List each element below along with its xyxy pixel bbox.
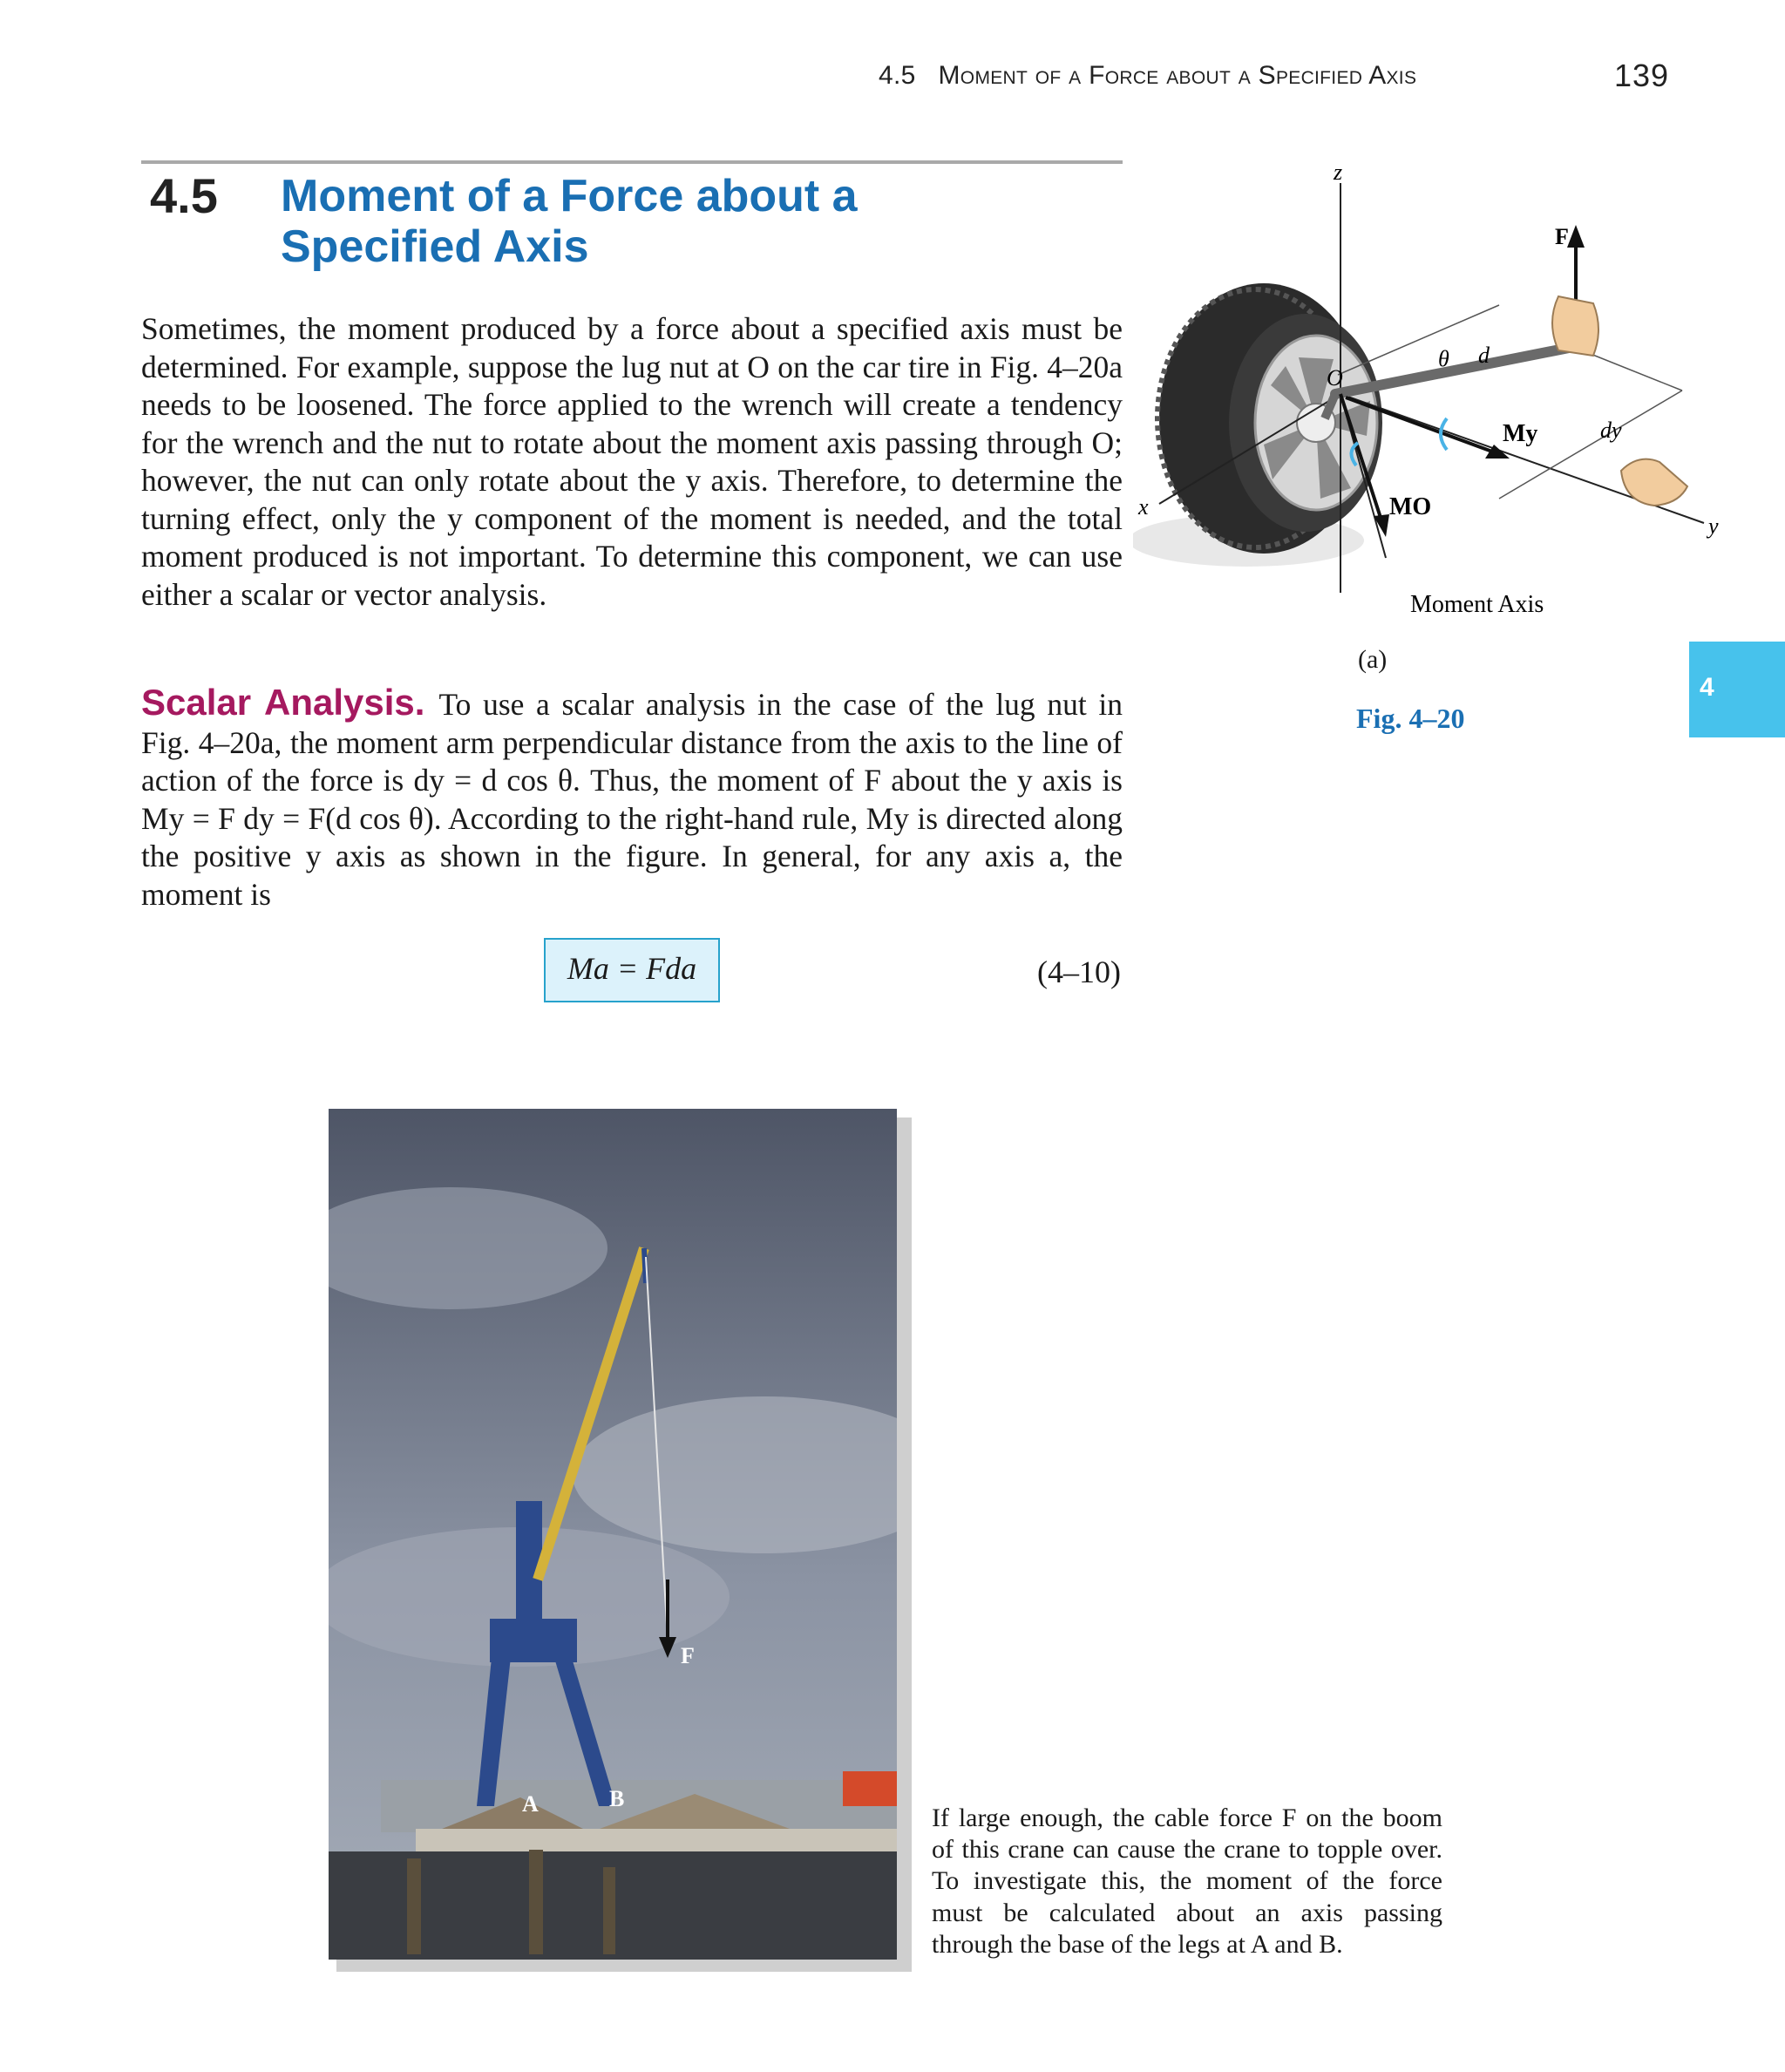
header-section-title: Moment of a Force about a Specified Axis (938, 61, 1417, 90)
F-label: F (1555, 224, 1569, 249)
photo-B-label: B (609, 1786, 625, 1811)
photo-caption: If large enough, the cable force F on the boom of this crane can cause the crane to topple over. To investigate this, the moment of the force must be calculated about an axis passing through the base of the legs at A and B. (932, 1804, 1442, 1959)
pile (529, 1850, 543, 1954)
chapter-tab[interactable]: 4 (1689, 642, 1785, 737)
MO-arrowhead (1374, 514, 1389, 537)
equation-box: Ma = Fda (544, 938, 720, 1002)
hand-pointing-icon (1621, 459, 1687, 506)
MO-label: MO (1389, 493, 1432, 520)
pile (603, 1867, 615, 1954)
section-number: 4.5 (150, 168, 218, 223)
theta-label: θ (1438, 346, 1449, 371)
header-section-number: 4.5 (879, 61, 916, 90)
dy-label: dy (1600, 418, 1622, 443)
d-label: d (1478, 343, 1490, 368)
photo-F-label: F (681, 1643, 695, 1668)
scalar-analysis-text: To use a scalar analysis in the case of the lug nut in Fig. 4–20a, the moment arm perpendicular distance from the axis to the line of action of the force is dy = d cos θ. Thus, the moment of F about the y axis is My = F dy = F(d cos θ). According to the right-hand rule, My is directed along the positive y axis as shown in the figure. In general, for any axis a, the moment is (141, 687, 1123, 912)
pile (407, 1858, 421, 1954)
scalar-analysis-heading: Scalar Analysis. (141, 682, 425, 723)
section-title (281, 171, 1065, 272)
section-title-line2: Specified Axis (281, 221, 589, 272)
intro-paragraph: Sometimes, the moment produced by a force about a specified axis must be determined. For example, suppose the lug nut at O on the car tire in Fig. 4–20a needs to be loosened. The force applied to the wrench will create a tendency for the wrench and the nut to rotate about the moment axis passing through O; however, the nut can only rotate about the y axis. Therefore, to determine the turning effect, only the y component of the moment is needed, and the total moment produced is not important. To determine this component, we can use either a scalar or vector analysis. (141, 311, 1123, 612)
section-title-line1: Moment of a Force about a (281, 171, 858, 221)
crane-photo (329, 1109, 897, 1960)
figure-sublabel: (a) (1358, 645, 1388, 674)
red-vessel (843, 1771, 897, 1806)
moment-axis-label: Moment Axis (1410, 591, 1544, 618)
scalar-analysis-paragraph (141, 683, 1123, 914)
running-header (879, 61, 1416, 91)
photo-A-label: A (522, 1791, 539, 1817)
y-label: y (1708, 513, 1719, 539)
x-label: x (1138, 494, 1149, 520)
equation-number: (4–10) (1037, 954, 1121, 989)
O-label: O (1327, 365, 1343, 391)
tire-wrench-figure (1133, 157, 1726, 628)
figure-caption: Fig. 4–20 (1356, 703, 1465, 734)
crane-cab (490, 1619, 577, 1662)
hand-pulling-icon (1552, 296, 1598, 356)
F-arrowhead (1567, 225, 1585, 248)
quay (416, 1829, 897, 1851)
My-label: My (1503, 420, 1538, 447)
section-rule (141, 160, 1123, 164)
page-number: 139 (1614, 58, 1670, 93)
z-label: z (1334, 160, 1343, 185)
